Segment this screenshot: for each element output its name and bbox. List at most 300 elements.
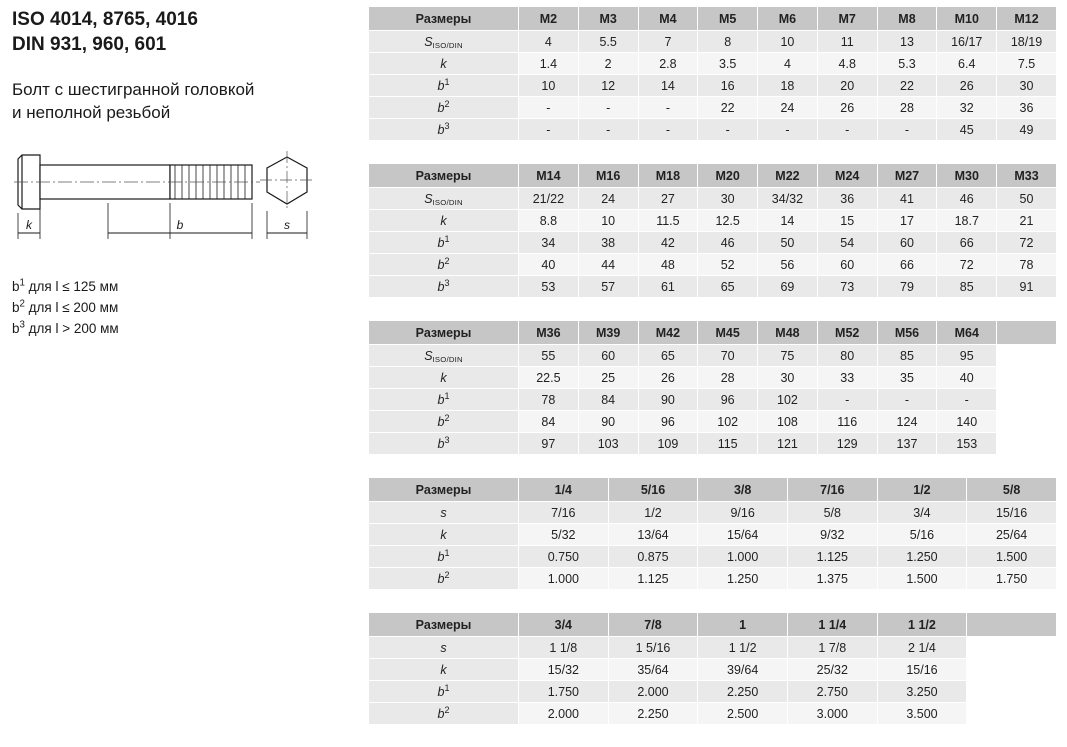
table-cell: 25/64 <box>967 524 1057 546</box>
table-cell: 18.7 <box>937 210 997 232</box>
table-row <box>369 345 1057 367</box>
table-header-size: 7/16 <box>787 478 877 502</box>
table-cell: 1.250 <box>698 568 788 590</box>
table-cell: 16/17 <box>937 31 997 53</box>
footnote-b1: $b^1$ для l ≤ 125 мм <box>12 277 119 295</box>
table-header-size: 5/8 <box>967 478 1057 502</box>
table-header-size: M5 <box>698 7 758 31</box>
table-cell: 39/64 <box>698 659 788 681</box>
table-cell: 1.125 <box>608 568 698 590</box>
table-header-size: M8 <box>877 7 937 31</box>
dimension-table-2 <box>368 163 1057 298</box>
table-cell: 49 <box>997 119 1057 141</box>
table-cell: 7 <box>638 31 698 53</box>
table-header-size: M10 <box>937 7 997 31</box>
table-cell: 30 <box>758 367 818 389</box>
table-header-empty <box>997 321 1057 345</box>
table-header-empty <box>967 613 1057 637</box>
table-cell: 30 <box>997 75 1057 97</box>
table-header-size: M3 <box>578 7 638 31</box>
table-cell: 25/32 <box>787 659 877 681</box>
table-header-dimensions: Размеры <box>369 478 519 502</box>
table-row <box>369 53 1057 75</box>
table-row <box>369 97 1057 119</box>
row-label: $b^1$ <box>369 75 519 97</box>
table-cell: 5.3 <box>877 53 937 75</box>
table-row <box>369 703 1057 725</box>
table-cell: 14 <box>638 75 698 97</box>
table-cell: 9/32 <box>787 524 877 546</box>
table-cell: 10 <box>578 210 638 232</box>
dimension-label-b: b <box>176 218 184 233</box>
table-cell: 10 <box>519 75 579 97</box>
table-cell: 5.5 <box>578 31 638 53</box>
table-cell: 1.000 <box>698 546 788 568</box>
table-cell: 42 <box>638 232 698 254</box>
row-label: k <box>369 367 519 389</box>
table-header-size: M36 <box>519 321 579 345</box>
table-header-size: 1/2 <box>877 478 967 502</box>
table-cell: 70 <box>698 345 758 367</box>
table-header-size: 1 <box>698 613 788 637</box>
row-label: $b^3$ <box>369 433 519 455</box>
table-header-size: M4 <box>638 7 698 31</box>
table-cell: 56 <box>758 254 818 276</box>
table-cell: 18/19 <box>997 31 1057 53</box>
row-label: $b^3$ <box>369 276 519 298</box>
table-cell: 90 <box>638 389 698 411</box>
table-cell: 12 <box>578 75 638 97</box>
table-cell-empty <box>967 681 1057 703</box>
row-label: $b^2$ <box>369 254 519 276</box>
table-cell: 48 <box>638 254 698 276</box>
row-label: $S_{ISO/DIN}$ <box>369 345 519 367</box>
table-cell: 9/16 <box>698 502 788 524</box>
table-cell: 36 <box>817 188 877 210</box>
table-cell: 5/16 <box>877 524 967 546</box>
table-header-size: M6 <box>758 7 818 31</box>
table-row <box>369 367 1057 389</box>
table-cell: 2.500 <box>698 703 788 725</box>
table-header-size: M12 <box>997 7 1057 31</box>
row-label: s <box>369 637 519 659</box>
table-cell: 129 <box>817 433 877 455</box>
table-cell: 12.5 <box>698 210 758 232</box>
table-cell: 65 <box>638 345 698 367</box>
table-cell: 1.375 <box>787 568 877 590</box>
table-cell: 75 <box>758 345 818 367</box>
table-header-size: M7 <box>817 7 877 31</box>
table-row <box>369 210 1057 232</box>
table-cell: - <box>817 119 877 141</box>
table-cell: - <box>578 97 638 119</box>
table-cell: 84 <box>578 389 638 411</box>
table-cell: 38 <box>578 232 638 254</box>
table-cell: 21 <box>997 210 1057 232</box>
row-label: $b^1$ <box>369 681 519 703</box>
table-cell: 20 <box>817 75 877 97</box>
table-header-row <box>369 478 1057 502</box>
table-cell: 1 1/8 <box>519 637 609 659</box>
row-label: $b^1$ <box>369 232 519 254</box>
table-cell: 24 <box>758 97 818 119</box>
table-cell: 44 <box>578 254 638 276</box>
table-cell: 66 <box>937 232 997 254</box>
table-cell: - <box>877 389 937 411</box>
table-cell: - <box>877 119 937 141</box>
table-cell: 115 <box>698 433 758 455</box>
row-label: $b^1$ <box>369 546 519 568</box>
table-cell: 96 <box>698 389 758 411</box>
table-cell: 18 <box>758 75 818 97</box>
footnote-b3: $b^3$ для l > 200 мм <box>12 319 119 337</box>
table-cell: 65 <box>698 276 758 298</box>
table-cell: 36 <box>997 97 1057 119</box>
table-cell: 102 <box>758 389 818 411</box>
table-cell: 2.250 <box>608 703 698 725</box>
table-cell: 46 <box>937 188 997 210</box>
table-cell: 90 <box>578 411 638 433</box>
table-cell: 35/64 <box>608 659 698 681</box>
table-cell: 1.125 <box>787 546 877 568</box>
row-label: $b^2$ <box>369 97 519 119</box>
dimension-table-3 <box>368 320 1057 455</box>
row-label: $b^1$ <box>369 389 519 411</box>
row-label: $S_{ISO/DIN}$ <box>369 31 519 53</box>
dimension-table-5 <box>368 612 1057 725</box>
table-cell: 108 <box>758 411 818 433</box>
table-cell: 57 <box>578 276 638 298</box>
table-cell: 53 <box>519 276 579 298</box>
table-cell: 11 <box>817 31 877 53</box>
row-label: k <box>369 210 519 232</box>
table-cell: 55 <box>519 345 579 367</box>
table-cell: - <box>519 97 579 119</box>
table-row <box>369 681 1057 703</box>
table-cell: 13 <box>877 31 937 53</box>
table-cell: 1 5/16 <box>608 637 698 659</box>
row-label: $b^2$ <box>369 568 519 590</box>
row-label: k <box>369 53 519 75</box>
row-label: k <box>369 524 519 546</box>
table-cell: 45 <box>937 119 997 141</box>
table-cell: 35 <box>877 367 937 389</box>
table-cell-empty <box>997 433 1057 455</box>
table-row <box>369 502 1057 524</box>
table-header-size: M27 <box>877 164 937 188</box>
footnote-b2: $b^2$ для l ≤ 200 мм <box>12 298 119 316</box>
table-cell: 124 <box>877 411 937 433</box>
table-cell: 6.4 <box>937 53 997 75</box>
table-cell: 69 <box>758 276 818 298</box>
table-cell: 15/32 <box>519 659 609 681</box>
table-cell: - <box>758 119 818 141</box>
table-header-size: M64 <box>937 321 997 345</box>
table-cell: 0.875 <box>608 546 698 568</box>
table-cell: 1.4 <box>519 53 579 75</box>
table-header-size: M14 <box>519 164 579 188</box>
table-cell: 3.000 <box>787 703 877 725</box>
table-cell: 54 <box>817 232 877 254</box>
table-cell: 21/22 <box>519 188 579 210</box>
table-header-size: M2 <box>519 7 579 31</box>
table-cell: 5/8 <box>787 502 877 524</box>
table-cell: 3.500 <box>877 703 967 725</box>
table-cell: 121 <box>758 433 818 455</box>
table-cell: 4 <box>758 53 818 75</box>
table-cell: 4.8 <box>817 53 877 75</box>
table-cell: 22 <box>877 75 937 97</box>
table-cell: 3.250 <box>877 681 967 703</box>
table-cell: 60 <box>578 345 638 367</box>
table-header-size: 5/16 <box>608 478 698 502</box>
page-title <box>12 8 360 57</box>
table-cell: 22 <box>698 97 758 119</box>
table-header-size: M42 <box>638 321 698 345</box>
table-cell: 28 <box>698 367 758 389</box>
table-row <box>369 637 1057 659</box>
dimension-label-s: s <box>284 218 290 233</box>
table-header-size: M30 <box>937 164 997 188</box>
table-row <box>369 75 1057 97</box>
table-cell: 15/64 <box>698 524 788 546</box>
table-header-size: 1 1/2 <box>877 613 967 637</box>
table-cell: 2.000 <box>519 703 609 725</box>
table-header-row <box>369 164 1057 188</box>
table-cell: 7.5 <box>997 53 1057 75</box>
product-description <box>12 79 360 125</box>
table-cell-empty <box>967 659 1057 681</box>
table-cell: 85 <box>937 276 997 298</box>
row-label: $S_{ISO/DIN}$ <box>369 188 519 210</box>
table-cell: 91 <box>997 276 1057 298</box>
table-cell: 1.500 <box>877 568 967 590</box>
table-cell: 10 <box>758 31 818 53</box>
table-cell: 3.5 <box>698 53 758 75</box>
table-header-row <box>369 613 1057 637</box>
row-label: $b^2$ <box>369 411 519 433</box>
table-header-size: M20 <box>698 164 758 188</box>
table-cell: 5/32 <box>519 524 609 546</box>
table-header-size: 7/8 <box>608 613 698 637</box>
table-row <box>369 232 1057 254</box>
table-cell: 27 <box>638 188 698 210</box>
table-cell: 26 <box>817 97 877 119</box>
table-cell: 4 <box>519 31 579 53</box>
table-cell: 34/32 <box>758 188 818 210</box>
table-header-size: 1/4 <box>519 478 609 502</box>
table-row <box>369 119 1057 141</box>
table-row <box>369 568 1057 590</box>
table-cell: 40 <box>519 254 579 276</box>
table-cell: 17 <box>877 210 937 232</box>
footnotes <box>12 277 360 340</box>
table-cell: 102 <box>698 411 758 433</box>
table-header-size: M39 <box>578 321 638 345</box>
row-label: k <box>369 659 519 681</box>
bolt-drawing-svg <box>12 147 322 247</box>
table-row <box>369 389 1057 411</box>
table-cell: 61 <box>638 276 698 298</box>
table-header-size: M33 <box>997 164 1057 188</box>
dimension-table-1 <box>368 6 1057 141</box>
table-cell: 11.5 <box>638 210 698 232</box>
table-cell: 60 <box>877 232 937 254</box>
left-column <box>12 8 360 340</box>
table-cell: 26 <box>937 75 997 97</box>
table-row <box>369 411 1057 433</box>
table-cell: 109 <box>638 433 698 455</box>
table-header-dimensions: Размеры <box>369 164 519 188</box>
table-cell: 3/4 <box>877 502 967 524</box>
table-cell: 60 <box>817 254 877 276</box>
table-row <box>369 524 1057 546</box>
table-header-size: M22 <box>758 164 818 188</box>
table-cell: 2 1/4 <box>877 637 967 659</box>
table-row <box>369 276 1057 298</box>
standard-title-iso: ISO 4014, 8765, 4016 <box>12 9 198 30</box>
table-cell: 79 <box>877 276 937 298</box>
table-cell: 34 <box>519 232 579 254</box>
table-cell: 1 7/8 <box>787 637 877 659</box>
table-cell-empty <box>967 637 1057 659</box>
table-cell: - <box>937 389 997 411</box>
table-cell: 72 <box>937 254 997 276</box>
table-cell: 2.8 <box>638 53 698 75</box>
table-cell: 84 <box>519 411 579 433</box>
row-label: s <box>369 502 519 524</box>
table-cell: 52 <box>698 254 758 276</box>
table-cell-empty <box>997 389 1057 411</box>
table-cell: 78 <box>519 389 579 411</box>
row-label: $b^2$ <box>369 703 519 725</box>
table-header-dimensions: Размеры <box>369 7 519 31</box>
table-cell: - <box>578 119 638 141</box>
table-cell-empty <box>997 411 1057 433</box>
dimension-tables <box>368 6 1056 747</box>
table-cell: 26 <box>638 367 698 389</box>
table-cell: 2.250 <box>698 681 788 703</box>
table-header-size: 3/4 <box>519 613 609 637</box>
table-cell: 97 <box>519 433 579 455</box>
table-cell: 50 <box>758 232 818 254</box>
table-cell: 40 <box>937 367 997 389</box>
table-cell: 72 <box>997 232 1057 254</box>
table-cell: 22.5 <box>519 367 579 389</box>
table-cell: 15 <box>817 210 877 232</box>
table-cell: 80 <box>817 345 877 367</box>
table-cell: 153 <box>937 433 997 455</box>
table-header-size: M16 <box>578 164 638 188</box>
table-cell: 24 <box>578 188 638 210</box>
table-cell: 2.750 <box>787 681 877 703</box>
dimension-table-4 <box>368 477 1057 590</box>
dimension-label-k: k <box>26 218 32 233</box>
table-header-size: M24 <box>817 164 877 188</box>
table-cell: 96 <box>638 411 698 433</box>
table-header-size: M56 <box>877 321 937 345</box>
table-cell: - <box>698 119 758 141</box>
table-cell: 1/2 <box>608 502 698 524</box>
table-cell: 85 <box>877 345 937 367</box>
table-row <box>369 659 1057 681</box>
table-cell: 15/16 <box>877 659 967 681</box>
bolt-technical-drawing <box>12 147 322 247</box>
table-header-dimensions: Размеры <box>369 321 519 345</box>
table-header-row <box>369 7 1057 31</box>
table-cell: 46 <box>698 232 758 254</box>
table-header-size: 3/8 <box>698 478 788 502</box>
table-cell: 66 <box>877 254 937 276</box>
table-cell-empty <box>997 345 1057 367</box>
table-row <box>369 31 1057 53</box>
product-description-line-1: Болт с шестигранной головкой <box>12 80 255 100</box>
table-cell: - <box>638 119 698 141</box>
table-cell: 7/16 <box>519 502 609 524</box>
table-cell: 1.000 <box>519 568 609 590</box>
table-cell: 16 <box>698 75 758 97</box>
table-cell: 78 <box>997 254 1057 276</box>
table-cell: 50 <box>997 188 1057 210</box>
row-label: $b^3$ <box>369 119 519 141</box>
table-header-size: M18 <box>638 164 698 188</box>
table-cell: 95 <box>937 345 997 367</box>
table-header-size: M48 <box>758 321 818 345</box>
table-row <box>369 433 1057 455</box>
table-cell: 33 <box>817 367 877 389</box>
table-cell: 1.750 <box>967 568 1057 590</box>
table-cell: 28 <box>877 97 937 119</box>
table-header-row <box>369 321 1057 345</box>
table-header-dimensions: Размеры <box>369 613 519 637</box>
table-cell: 32 <box>937 97 997 119</box>
table-cell: 0.750 <box>519 546 609 568</box>
table-cell: 140 <box>937 411 997 433</box>
table-row <box>369 254 1057 276</box>
table-cell: 2 <box>578 53 638 75</box>
table-cell: 2.000 <box>608 681 698 703</box>
table-cell-empty <box>967 703 1057 725</box>
table-cell: 1.750 <box>519 681 609 703</box>
table-cell: 137 <box>877 433 937 455</box>
table-cell: 116 <box>817 411 877 433</box>
table-cell: 103 <box>578 433 638 455</box>
table-cell: 15/16 <box>967 502 1057 524</box>
table-cell: - <box>519 119 579 141</box>
table-cell: - <box>817 389 877 411</box>
table-header-size: 1 1/4 <box>787 613 877 637</box>
table-cell: 1 1/2 <box>698 637 788 659</box>
table-cell: 41 <box>877 188 937 210</box>
table-row <box>369 188 1057 210</box>
table-cell: 13/64 <box>608 524 698 546</box>
standard-title-din: DIN 931, 960, 601 <box>12 33 167 55</box>
table-cell: 8.8 <box>519 210 579 232</box>
table-header-size: M52 <box>817 321 877 345</box>
product-description-line-2: и неполной резьбой <box>12 103 171 123</box>
table-cell: - <box>638 97 698 119</box>
table-cell: 30 <box>698 188 758 210</box>
table-cell: 73 <box>817 276 877 298</box>
table-cell: 1.250 <box>877 546 967 568</box>
table-cell-empty <box>997 367 1057 389</box>
table-cell: 1.500 <box>967 546 1057 568</box>
table-cell: 8 <box>698 31 758 53</box>
table-header-size: M45 <box>698 321 758 345</box>
table-cell: 14 <box>758 210 818 232</box>
table-cell: 25 <box>578 367 638 389</box>
table-row <box>369 546 1057 568</box>
